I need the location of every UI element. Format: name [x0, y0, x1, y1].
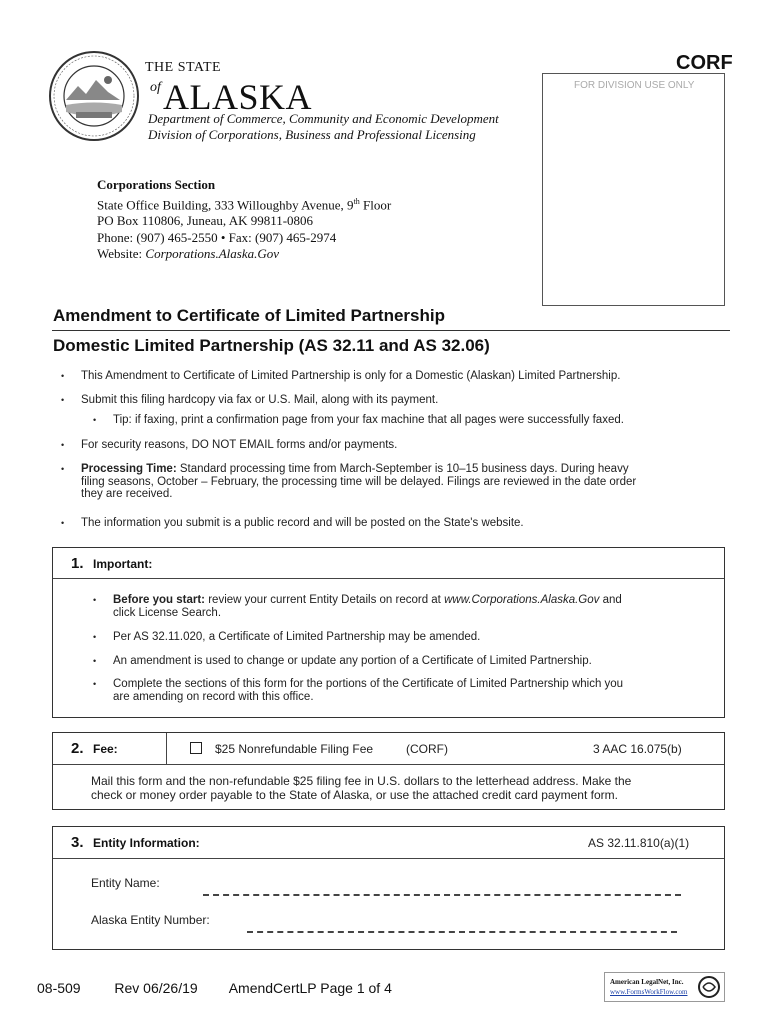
legalnet-name: American LegalNet, Inc.: [610, 978, 684, 986]
form-number: 08-509: [37, 980, 81, 996]
section-important: [52, 547, 725, 718]
department-name: Department of Commerce, Community and Economic Development: [148, 111, 499, 126]
entity-name-label: Entity Name:: [91, 876, 160, 890]
form-code: CORF: [676, 52, 733, 74]
alaska-state-seal: [48, 50, 140, 142]
important-item-4: • Complete the sections of this form for the portions of the Certificate of Limited Partnership which you are amending on record with this office.: [93, 678, 624, 703]
section-2-header: [53, 733, 724, 765]
important-item-1: • Before you start: review your current Entity Details on record at www.Corporations.Alaska.Gov and click License Search.: [93, 594, 622, 619]
division-use-label: FOR DIVISION USE ONLY: [574, 80, 695, 91]
section-1-header: [53, 548, 724, 579]
fee-divider: [166, 733, 167, 764]
address-line1: State Office Building, 333 Willoughby Avenue, 9th Floor: [97, 196, 392, 212]
fee-instructions: Mail this form and the non-refundable $25 filing fee in U.S. dollars to the letterhead address. Make the check or money order payable to the State of Alaska, or use the attached credit card payment form.: [91, 774, 632, 802]
division-use-box: [542, 73, 725, 306]
state-header-of: of: [150, 80, 161, 95]
section-3-label: Entity Information:: [93, 836, 200, 850]
section-2-number: 2.: [71, 740, 84, 757]
intro-bullet-1: • This Amendment to Certificate of Limited Partnership is only for a Domestic (Alaskan) Limited Partnership.: [61, 370, 621, 382]
fee-regulation: 3 AAC 16.075(b): [593, 742, 682, 756]
section-fee: [52, 732, 725, 810]
entity-number-label: Alaska Entity Number:: [91, 913, 210, 927]
page-footer: [37, 980, 392, 996]
legalnet-badge: [604, 972, 725, 1002]
legalnet-url[interactable]: www.FormsWorkFlow.com: [610, 988, 688, 996]
address-line3: Phone: (907) 465-2550 • Fax: (907) 465-2974: [97, 229, 337, 245]
section-3-number: 3.: [71, 834, 84, 851]
entity-name-input[interactable]: [203, 894, 681, 896]
website-link[interactable]: Corporations.Alaska.Gov: [145, 246, 280, 262]
intro-bullet-4: • Processing Time: Standard processing time from March-September is 10–15 business days. During heavy filing seasons, October – February, the processing time will be delayed. Filings are reviewed in the date order they are received.: [61, 463, 637, 500]
intro-bullet-5: • The information you submit is a public record and will be posted on the State's website.: [61, 517, 524, 529]
legalnet-logo-icon: [697, 975, 721, 999]
intro-bullet-2: • Submit this filing hardcopy via fax or U.S. Mail, along with its payment.: [61, 394, 439, 406]
form-title: Amendment to Certificate of Limited Partnership: [53, 306, 445, 325]
fee-code: (CORF): [406, 742, 448, 756]
section-2-label: Fee:: [93, 742, 118, 756]
division-name: Division of Corporations, Business and Professional Licensing: [148, 127, 476, 142]
intro-bullet-3: • For security reasons, DO NOT EMAIL forms and/or payments.: [61, 439, 398, 451]
intro-bullet-2-tip: • Tip: if faxing, print a confirmation page from your fax machine that all pages were successfully faxed.: [93, 414, 624, 426]
fee-amount: $25 Nonrefundable Filing Fee: [215, 742, 374, 756]
important-item-3: • An amendment is used to change or update any portion of a Certificate of Limited Partnership.: [93, 655, 592, 667]
entity-regulation: AS 32.11.810(a)(1): [588, 836, 690, 850]
section-1-label: Important:: [93, 557, 153, 571]
address-section: Corporations Section: [97, 177, 216, 192]
corporations-link[interactable]: www.Corporations.Alaska.Gov: [444, 594, 600, 606]
revision-date: Rev 06/26/19: [114, 980, 198, 996]
form-subtitle: Domestic Limited Partnership (AS 32.11 and AS 32.06): [53, 336, 490, 355]
fee-checkbox[interactable]: [190, 742, 202, 754]
page-number: AmendCertLP Page 1 of 4: [228, 980, 392, 996]
office-address: [97, 177, 391, 263]
section-entity-information: [52, 826, 725, 950]
entity-number-input[interactable]: [247, 931, 677, 933]
important-item-2: • Per AS 32.11.020, a Certificate of Limited Partnership may be amended.: [93, 631, 481, 643]
state-header-the: THE STATE: [145, 60, 222, 75]
title-divider: [52, 330, 730, 331]
section-3-header: [53, 827, 724, 859]
address-line2: PO Box 110806, Juneau, AK 99811-0806: [97, 213, 314, 229]
section-1-number: 1.: [71, 555, 84, 572]
state-name: ALASKA: [163, 77, 313, 117]
address-website: Website: Corporations.Alaska.Gov: [97, 246, 280, 262]
